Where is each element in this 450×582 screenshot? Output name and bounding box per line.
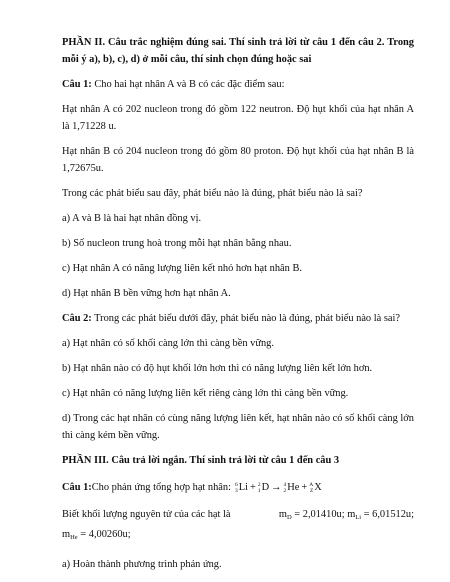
mass-number: 6 xyxy=(235,481,238,488)
option-a: a) Hạt nhân có số khối càng lớn thì càng bền vững. xyxy=(62,338,274,349)
nucleus-b-description: Hạt nhân B có 204 nucleon trong đó gồm 80 proton. Độ hụt khối của hạt nhân B là 1,72675u. xyxy=(62,146,414,174)
question-stem: Trong các phát biểu dưới đây, phát biểu nào là đúng, phát biểu nào là sai? xyxy=(91,313,400,324)
option-a: a) A và B là hai hạt nhân đồng vị. xyxy=(62,213,202,224)
element-symbol: X xyxy=(314,482,322,493)
option-b: b) Số nucleon trung hoà trong mỗi hạt nhân bằng nhau. xyxy=(62,238,292,249)
atomic-number: 2 xyxy=(283,487,287,494)
question-label: Câu 1: xyxy=(62,482,92,493)
masses-values xyxy=(279,506,414,526)
masses-intro: Biết khối lượng nguyên tử của các hạt là xyxy=(62,509,231,520)
atomic-number: 3 xyxy=(235,487,238,494)
part3-heading-bold: PHẦN III. Câu trả lời ngắn xyxy=(62,455,185,466)
nuclide-x xyxy=(309,479,322,496)
option-d: d) Trong các hạt nhân có cùng năng lượng liên kết, hạt nhân nào có số khối càng lớn thì càng kém bền vững. xyxy=(62,413,414,441)
mass-subscript: D xyxy=(286,514,292,521)
mass-subscript: He xyxy=(70,534,78,541)
part3-heading xyxy=(62,452,414,469)
mass-number: 4 xyxy=(283,481,287,488)
part2-heading: PHẦN II. Câu trắc nghiệm đúng sai. Thí sinh trả lời từ câu 1 đến câu 2. Trong mỗi ý a), b), c), d) ở mỗi câu, thí sinh chọn đúng hoặc sai xyxy=(62,37,414,65)
mass-value: = 6,01512u xyxy=(361,509,412,520)
atomic-number: Z xyxy=(309,487,314,494)
element-symbol: Li xyxy=(238,482,248,493)
mass-symbol: m xyxy=(62,529,71,540)
mass-symbol: m xyxy=(278,509,287,520)
nuclear-reaction-equation xyxy=(235,479,322,496)
question-label: Câu 1: xyxy=(62,79,92,90)
reaction-arrow: → xyxy=(271,482,282,493)
mass-number: A xyxy=(309,481,314,488)
option-d: d) Hạt nhân B bền vững hơn hạt nhân A. xyxy=(62,288,231,299)
option-c: c) Hạt nhân A có năng lượng liên kết nhỏ hơn hạt nhân B. xyxy=(62,263,302,274)
mass-symbol: m xyxy=(347,509,356,520)
mass-value: = 4,00260u; xyxy=(77,529,131,540)
atomic-number: 1 xyxy=(257,487,261,494)
question-1 xyxy=(62,76,414,93)
atomic-masses-line-1 xyxy=(62,506,414,526)
part3-question-1 xyxy=(62,479,414,496)
mass-subscript: Li xyxy=(355,514,362,521)
separator: ; xyxy=(411,509,414,520)
mass-value: = 2,01410u; xyxy=(291,509,348,520)
option-c: c) Hạt nhân có năng lượng liên kết riêng càng lớn thì càng bền vững. xyxy=(62,388,349,399)
question-2 xyxy=(62,310,414,327)
part3-heading-rest: . Thí sinh trả lời từ câu 1 đến câu 3 xyxy=(184,455,340,466)
nuclide-he xyxy=(284,479,300,496)
nuclide-d xyxy=(258,479,269,496)
option-b: b) Hạt nhân nào có độ hụt khối lớn hơn thì có năng lượng liên kết lớn hơn. xyxy=(62,363,373,374)
question-stem: Cho phản ứng tổng hợp hạt nhân: xyxy=(91,482,231,493)
subquestion-a: a) Hoàn thành phương trình phản ứng. xyxy=(62,559,222,570)
element-symbol: He xyxy=(287,482,300,493)
nucleus-a-description: Hạt nhân A có 202 nucleon trong đó gồm 122 neutron. Độ hụt khối của hạt nhân A là 1,71228 u. xyxy=(62,104,414,132)
question-prompt: Trong các phát biểu sau đây, phát biểu nào là đúng, phát biểu nào là sai? xyxy=(62,188,363,199)
atomic-masses xyxy=(62,506,414,546)
plus-sign: + xyxy=(301,482,308,493)
atomic-masses-line-2 xyxy=(62,526,414,546)
plus-sign: + xyxy=(249,482,256,493)
element-symbol: D xyxy=(261,482,270,493)
question-stem: Cho hai hạt nhân A và B có các đặc điểm sau: xyxy=(91,79,285,90)
nuclide-li xyxy=(235,479,248,496)
question-label: Câu 2: xyxy=(62,313,92,324)
mass-number: 2 xyxy=(257,481,261,488)
